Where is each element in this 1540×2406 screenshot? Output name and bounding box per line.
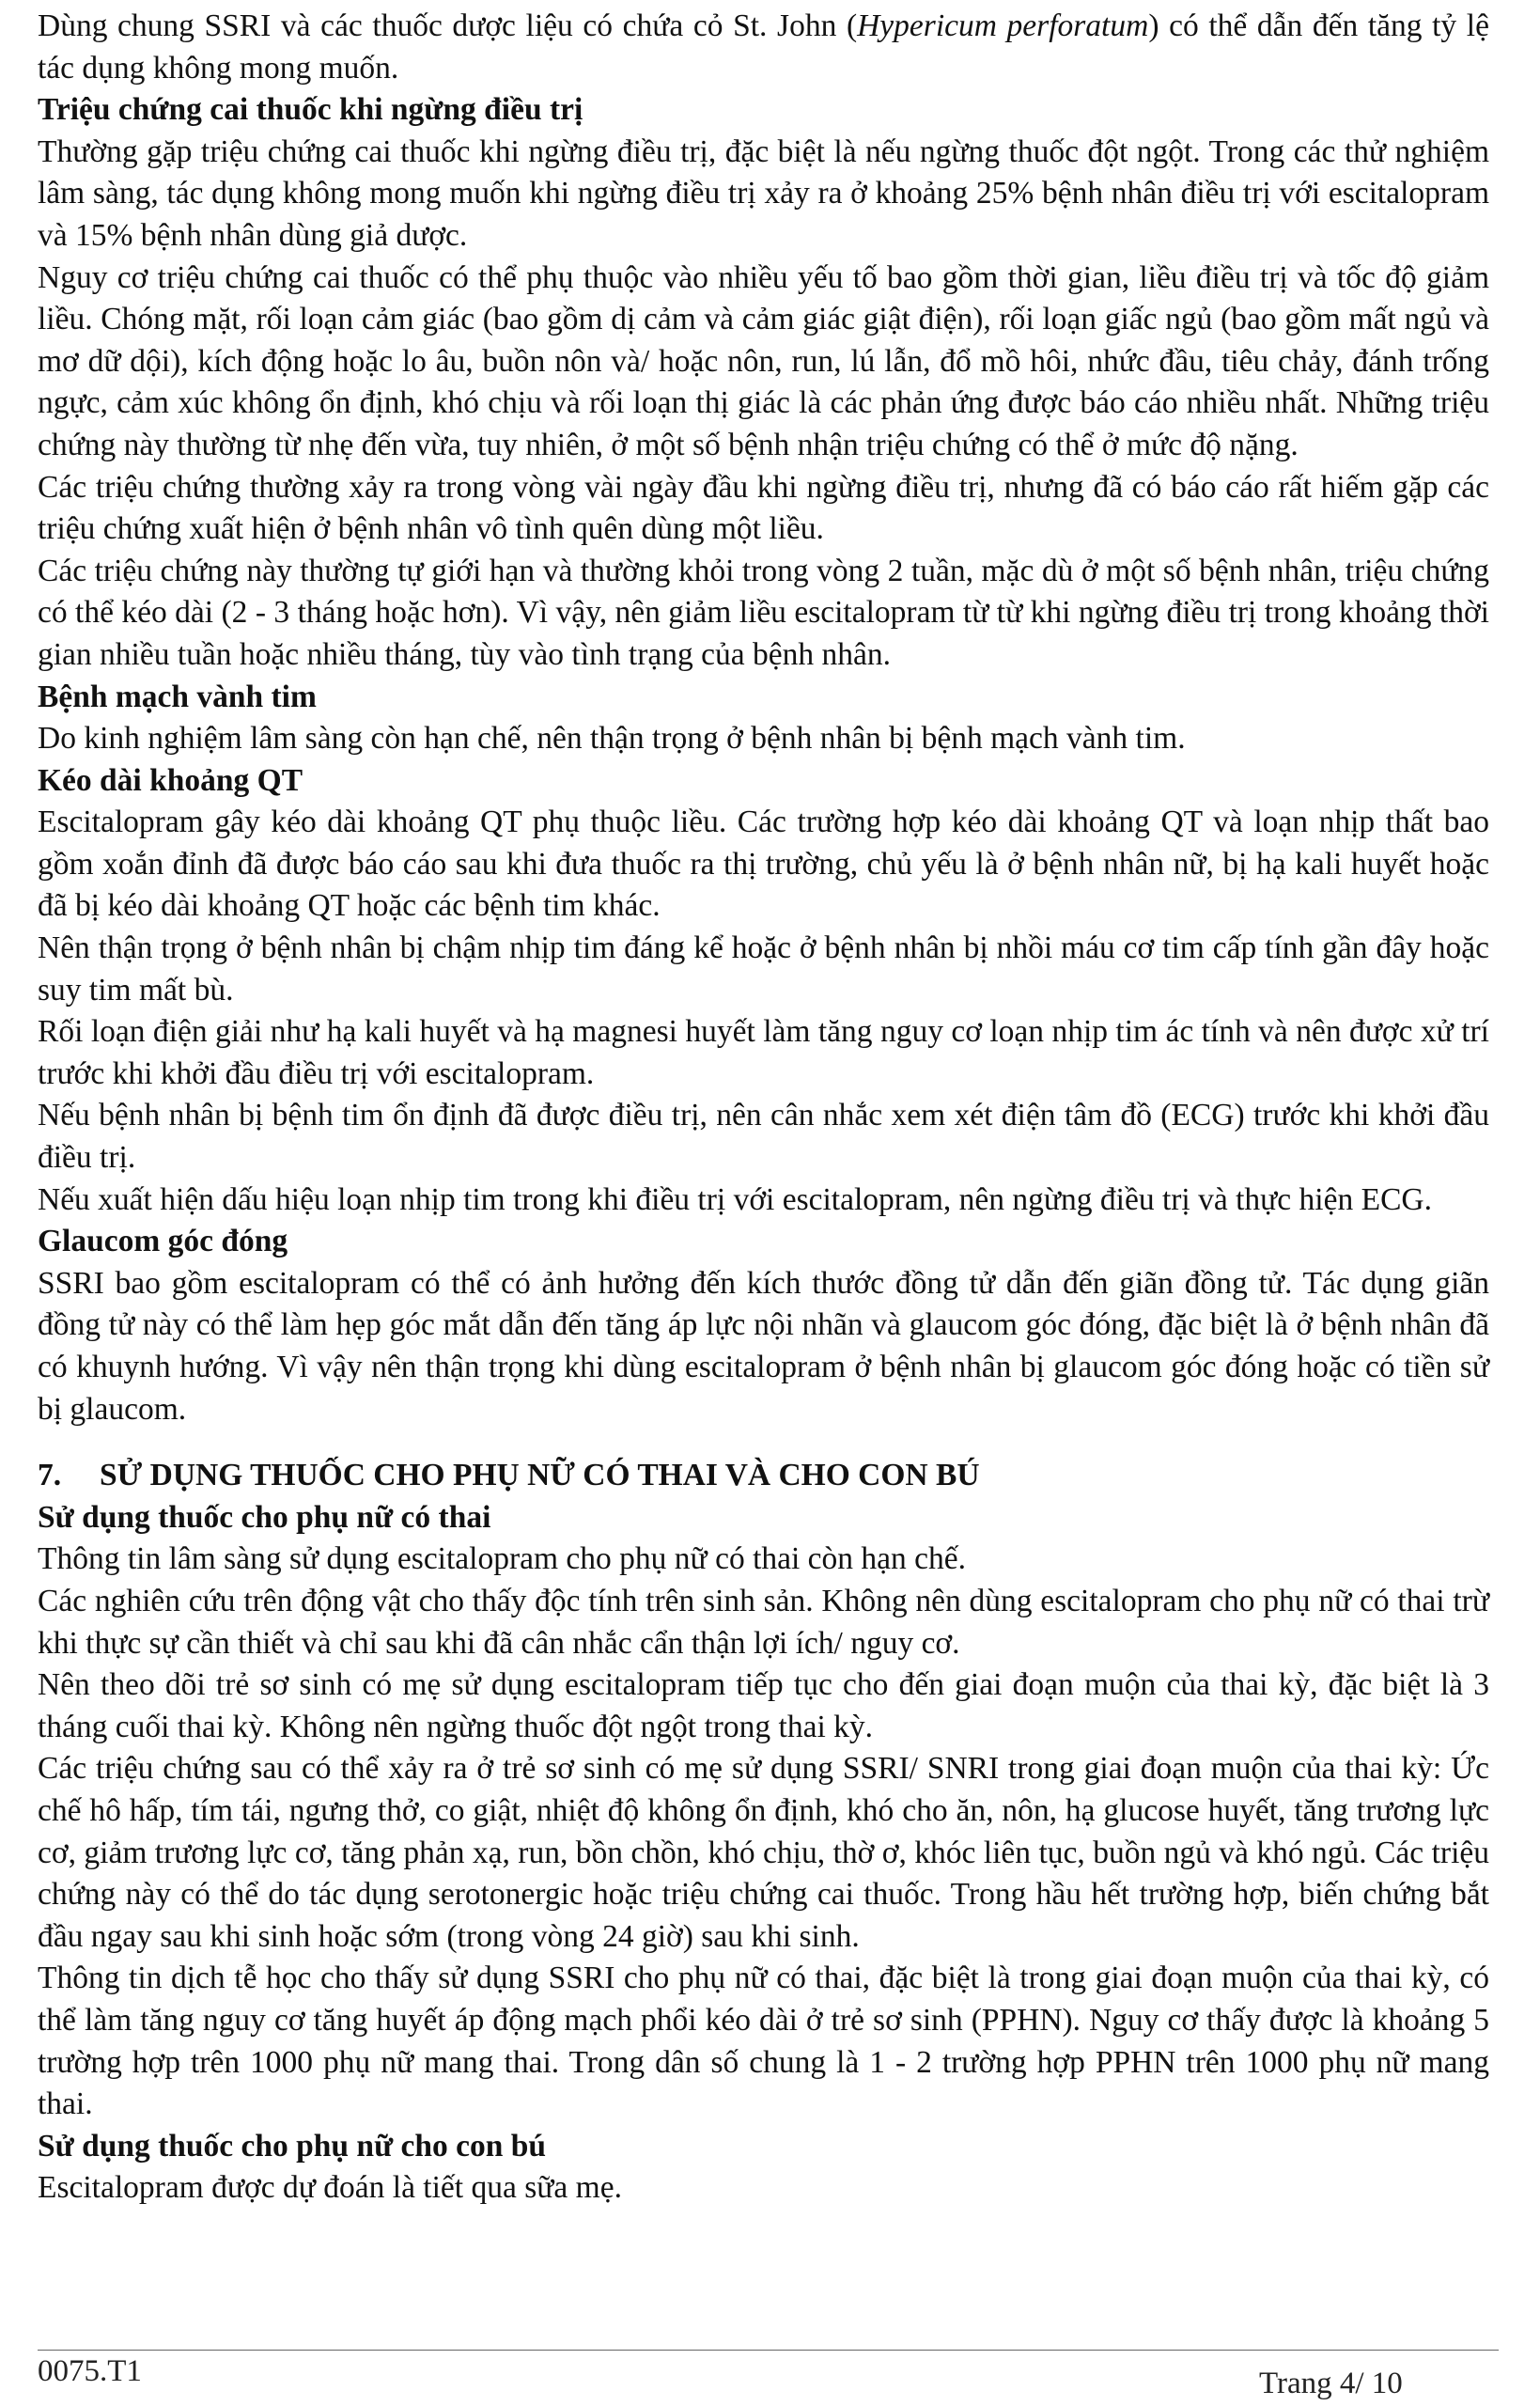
paragraph: Rối loạn điện giải như hạ kali huyết và hạ magnesi huyết làm tăng nguy cơ loạn nhịp tim ác tính và nên được xử trí trước khi khởi đầu điều trị với escitalopram. [38, 1014, 1489, 1091]
page-number: Trang 4/ 10 [1259, 2367, 1403, 2400]
latin-name: Hypericum perforatum [857, 8, 1149, 43]
paragraph: Nếu bệnh nhân bị bệnh tim ổn định đã được điều trị, nên cân nhắc xem xét điện tâm đồ (ECG) trước khi khởi đầu điều trị. [38, 1098, 1489, 1176]
section-heading-pregnancy-lactation [38, 1455, 1489, 1497]
paragraph: Nguy cơ triệu chứng cai thuốc có thể phụ thuộc vào nhiều yếu tố bao gồm thời gian, liều điều trị và tốc độ giảm liều. Chóng mặt, rối loạn cảm giác (bao gồm dị cảm và cảm giác giật điện), rối loạn giấc ngủ (bao gồm mất ngủ và mơ dữ dội), kích động hoặc lo âu, buồn nôn và/ hoặc nôn, run, lú lẫn, đổ mồ hôi, nhức đầu, tiêu chảy, đánh trống ngực, cảm xúc không ổn định, khó chịu và rối loạn thị giác là các phản ứng được báo cáo nhiều nhất. Những triệu chứng này thường từ nhẹ đến vừa, tuy nhiên, ở một số bệnh nhận triệu chứng có thể ở mức độ nặng. [38, 259, 1489, 462]
heading-qt-prolongation: Kéo dài khoảng QT [38, 762, 303, 798]
paragraph: Do kinh nghiệm lâm sàng còn hạn chế, nên thận trọng ở bệnh nhân bị bệnh mạch vành tim. [38, 721, 1186, 757]
paragraph: Thường gặp triệu chứng cai thuốc khi ngừng điều trị, đặc biệt là nếu ngừng thuốc đột ngột. Trong các thử nghiệm lâm sàng, tác dụng không mong muốn khi ngừng điều trị xảy ra ở khoảng 25% bệnh nhân điều trị với escitalopram và 15% bệnh nhân dùng giả dược. [38, 133, 1489, 253]
heading-breastfeeding: Sử dụng thuốc cho phụ nữ cho con bú [38, 2128, 547, 2164]
paragraph: Các triệu chứng này thường tự giới hạn và thường khỏi trong vòng 2 tuần, mặc dù ở một số bệnh nhân, triệu chứng có thể kéo dài (2 - 3 tháng hoặc hơn). Vì vậy, nên giảm liều escitalopram từ từ khi ngừng điều trị trong khoảng thời gian nhiều tuần hoặc nhiều tháng, tùy vào tình trạng của bệnh nhân. [38, 553, 1489, 672]
heading-angle-closure-glaucoma: Glaucom góc đóng [38, 1224, 288, 1259]
document-body [38, 6, 1489, 2210]
paragraph: Các triệu chứng sau có thể xảy ra ở trẻ sơ sinh có mẹ sử dụng SSRI/ SNRI trong giai đoạn muộn của thai kỳ: Ức chế hô hấp, tím tái, ngưng thở, co giật, nhiệt độ không ổn định, khó cho ăn, nôn, hạ glucose huyết, tăng trương lực cơ, giảm trương lực cơ, tăng phản xạ, run, bồn chồn, khó chịu, thờ ơ, khóc liên tục, buồn ngủ và khó ngủ. Các triệu chứng này có thể do tác dụng serotonergic hoặc triệu chứng cai thuốc. Trong hầu hết trường hợp, biến chứng bắt đầu ngay sau khi sinh hoặc sớm (trong vòng 24 giờ) sau khi sinh. [38, 1751, 1489, 1954]
paragraph: Thông tin lâm sàng sử dụng escitalopram cho phụ nữ có thai còn hạn chế. [38, 1541, 967, 1577]
paragraph: Nên thận trọng ở bệnh nhân bị chậm nhịp tim đáng kể hoặc ở bệnh nhân bị nhồi máu cơ tim cấp tính gần đây hoặc suy tim mất bù. [38, 930, 1489, 1008]
footer-divider [38, 2350, 1499, 2351]
paragraph: Thông tin dịch tễ học cho thấy sử dụng SSRI cho phụ nữ có thai, đặc biệt là trong giai đoạn muộn của thai kỳ, có thể làm tăng nguy cơ tăng huyết áp động mạch phổi kéo dài ở trẻ sơ sinh (PPHN). Nguy cơ thấy được là khoảng 5 trường hợp trên 1000 phụ nữ mang thai. Trong dân số chung là 1 - 2 trường hợp PPHN trên 1000 phụ nữ mang thai. [38, 1961, 1489, 2122]
paragraph: Escitalopram gây kéo dài khoảng QT phụ thuộc liều. Các trường hợp kéo dài khoảng QT và loạn nhịp thất bao gồm xoắn đỉnh đã được báo cáo sau khi đưa thuốc ra thị trường, chủ yếu là ở bệnh nhân nữ, bị hạ kali huyết hoặc đã bị kéo dài khoảng QT hoặc các bệnh tim khác. [38, 805, 1489, 924]
paragraph: Các nghiên cứu trên động vật cho thấy độc tính trên sinh sản. Không nên dùng escitalopram cho phụ nữ có thai trừ khi thực sự cần thiết và chỉ sau khi đã cân nhắc cẩn thận lợi ích/ nguy cơ. [38, 1583, 1489, 1661]
paragraph: Nên theo dõi trẻ sơ sinh có mẹ sử dụng escitalopram tiếp tục cho đến giai đoạn muộn của thai kỳ, đặc biệt là 3 tháng cuối thai kỳ. Không nên ngừng thuốc đột ngột trong thai kỳ. [38, 1667, 1489, 1744]
heading-withdrawal-symptoms: Triệu chứng cai thuốc khi ngừng điều trị [38, 92, 583, 128]
paragraph: Nếu xuất hiện dấu hiệu loạn nhịp tim trong khi điều trị với escitalopram, nên ngừng điều trị và thực hiện ECG. [38, 1181, 1432, 1217]
section-title: SỬ DỤNG THUỐC CHO PHỤ NỮ CÓ THAI VÀ CHO CON BÚ [100, 1458, 980, 1493]
paragraph: Escitalopram được dự đoán là tiết qua sữa mẹ. [38, 2170, 622, 2206]
paragraph: Các triệu chứng thường xảy ra trong vòng vài ngày đầu khi ngừng điều trị, nhưng đã có báo cáo rất hiếm gặp các triệu chứng xuất hiện ở bệnh nhân vô tình quên dùng một liều. [38, 469, 1489, 547]
heading-pregnancy: Sử dụng thuốc cho phụ nữ có thai [38, 1499, 491, 1535]
paragraph: Dùng chung SSRI và các thuốc dược liệu có chứa cỏ St. John (Hypericum perforatum) có thể dẫn đến tăng tỷ lệ tác dụng không mong muốn. [38, 8, 1489, 86]
section-number: 7. [38, 1458, 62, 1493]
heading-coronary-disease: Bệnh mạch vành tim [38, 679, 317, 714]
document-code: 0075.T1 [38, 2354, 142, 2388]
paragraph: SSRI bao gồm escitalopram có thể có ảnh hưởng đến kích thước đồng tử dẫn đến giãn đồng tử. Tác dụng giãn đồng tử này có thể làm hẹp góc mắt dẫn đến tăng áp lực nội nhãn và glaucom góc đóng, đặc biệt là ở bệnh nhân đã có khuynh hướng. Vì vậy nên thận trọng khi dùng escitalopram ở bệnh nhân bị glaucom góc đóng hoặc có tiền sử bị glaucom. [38, 1265, 1489, 1427]
